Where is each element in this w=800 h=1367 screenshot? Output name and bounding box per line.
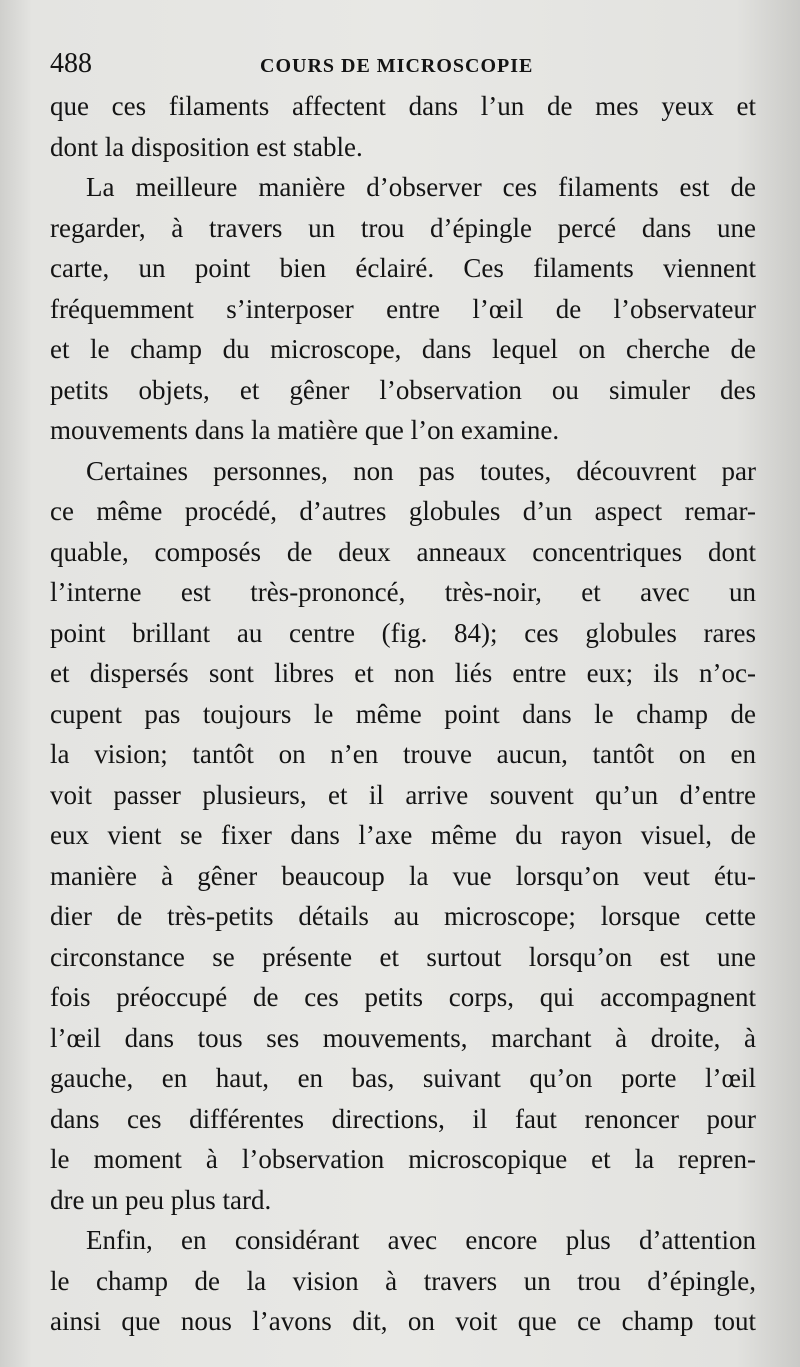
text-line: circonstance se présente et surtout lorsqu’on est une (50, 941, 756, 972)
page-number: 488 (50, 48, 92, 79)
text-line: voit passer plusieurs, et il arrive souvent qu’un d’entre (50, 779, 756, 810)
text-line: point brillant au centre (fig. 84); ces globules rares (50, 617, 756, 648)
text-line: quable, composés de deux anneaux concentriques dont (50, 536, 756, 567)
page-header (50, 44, 756, 84)
text-line: et dispersés sont libres et non liés entre eux; ils n’oc- (50, 658, 756, 688)
text-line: manière à gêner beaucoup la vue lorsqu’on veut étu- (50, 860, 756, 891)
text-line: que ces filaments affectent dans l’un de mes yeux et (50, 91, 756, 121)
text-line: ainsi que nous l’avons dit, on voit que ce champ tout (50, 1306, 756, 1336)
text-line: fréquemment s’interposer entre l’œil de l’observateur (50, 293, 756, 324)
text-line: regarder, à travers un trou d’épingle percé dans une (50, 212, 756, 243)
text-line: Certaines personnes, non pas toutes, découvrent par (86, 455, 756, 486)
text-line: carte, un point bien éclairé. Ces filaments viennent (50, 253, 756, 283)
text-line: dans ces différentes directions, il faut renoncer pour (50, 1103, 756, 1134)
paragraph-4 (50, 1220, 756, 1342)
text-line: le moment à l’observation microscopique et la repren- (50, 1144, 756, 1174)
text-line: la vision; tantôt on n’en trouve aucun, tantôt on en (50, 739, 756, 769)
text-line: mouvements dans la matière que l’on examine. (50, 415, 560, 445)
body-text (50, 86, 756, 1342)
text-line: fois préoccupé de ces petits corps, qui accompagnent (50, 982, 756, 1012)
text-line: l’interne est très-prononcé, très-noir, et avec un (50, 577, 756, 607)
text-line: La meilleure manière d’observer ces filaments est de (86, 172, 756, 202)
text-line: l’œil dans tous ses mouvements, marchant à droite, à (50, 1022, 756, 1053)
text-line: dont la disposition est stable. (50, 131, 363, 162)
text-line: dre un peu plus tard. (50, 1184, 272, 1215)
text-line: gauche, en haut, en bas, suivant qu’on porte l’œil (50, 1063, 756, 1093)
text-line: cupent pas toujours le même point dans le champ de (50, 698, 756, 729)
text-line: et le champ du microscope, dans lequel on cherche de (50, 334, 756, 364)
running-head: COURS DE MICROSCOPIE (260, 55, 534, 77)
text-line: Enfin, en considérant avec encore plus d’attention (86, 1225, 756, 1255)
text-line: petits objets, et gêner l’observation ou simuler des (50, 374, 756, 405)
text-line: le champ de la vision à travers un trou d’épingle, (50, 1265, 756, 1296)
paragraph-1 (50, 86, 756, 167)
text-line: ce même procédé, d’autres globules d’un aspect remar- (50, 496, 756, 526)
text-line: dier de très-petits détails au microscope; lorsque cette (50, 901, 756, 931)
text-line: eux vient se fixer dans l’axe même du rayon visuel, de (50, 820, 756, 850)
paragraph-2 (50, 167, 756, 451)
paragraph-3 (50, 451, 756, 1221)
